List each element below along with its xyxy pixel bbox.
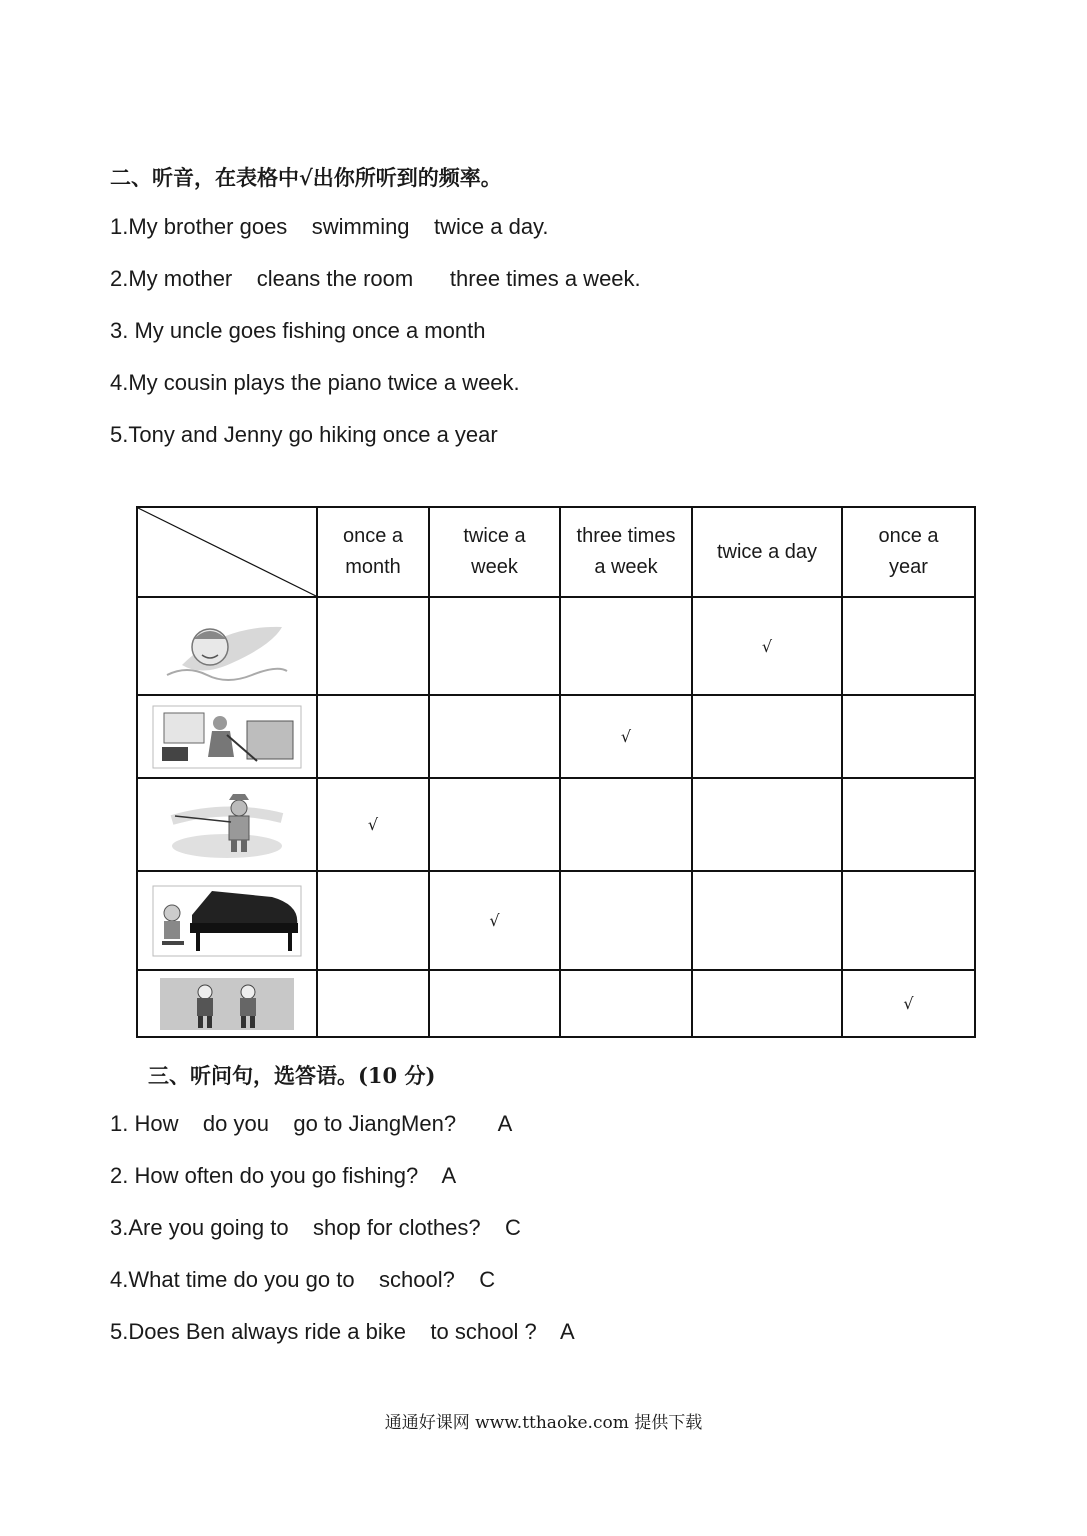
diagonal-line: [138, 508, 316, 596]
table-cell[interactable]: [429, 695, 560, 778]
question-3: 3.Are you going to shop for clothes? C: [110, 1215, 521, 1240]
table-cell[interactable]: [692, 871, 842, 970]
table-cell[interactable]: [317, 597, 429, 695]
header-once-a-month: once a month: [317, 507, 429, 597]
table-cell[interactable]: [692, 695, 842, 778]
table-cell[interactable]: √: [317, 778, 429, 871]
piano-player-icon: [137, 871, 317, 970]
sentence-5: 5.Tony and Jenny go hiking once a year: [110, 422, 498, 447]
sentence-4: 4.My cousin plays the piano twice a week.: [110, 370, 520, 395]
swimming-boy-icon: [137, 597, 317, 695]
sentence-1: 1.My brother goes swimming twice a day.: [110, 214, 549, 239]
header-twice-a-week: twice a week: [429, 507, 560, 597]
table-cell[interactable]: [560, 871, 692, 970]
hiking-kids-icon: [137, 970, 317, 1037]
table-cell[interactable]: √: [692, 597, 842, 695]
table-cell[interactable]: [317, 695, 429, 778]
table-row: [137, 871, 975, 970]
diagonal-corner-cell: [137, 507, 317, 597]
table-cell[interactable]: [560, 597, 692, 695]
question-2: 2. How often do you go fishing? A: [110, 1163, 457, 1188]
table-header-row: [137, 507, 975, 597]
table-cell[interactable]: √: [429, 871, 560, 970]
cleaning-room-icon: [137, 695, 317, 778]
table-row: [137, 695, 975, 778]
table-cell[interactable]: [317, 970, 429, 1037]
table-cell[interactable]: [560, 970, 692, 1037]
table-cell[interactable]: [692, 778, 842, 871]
table-cell[interactable]: √: [842, 970, 975, 1037]
table-cell[interactable]: [692, 970, 842, 1037]
table-cell[interactable]: [429, 970, 560, 1037]
table-row: [137, 778, 975, 871]
header-three-times-a-week: three times a week: [560, 507, 692, 597]
table-cell[interactable]: [842, 871, 975, 970]
frequency-table: [136, 506, 976, 1038]
table-row: [137, 597, 975, 695]
table-cell[interactable]: [429, 778, 560, 871]
question-1: 1. How do you go to JiangMen? A: [110, 1111, 513, 1136]
table-cell[interactable]: [842, 778, 975, 871]
table-cell[interactable]: [560, 778, 692, 871]
table-cell[interactable]: [429, 597, 560, 695]
header-once-a-year: once a year: [842, 507, 975, 597]
table-cell[interactable]: √: [560, 695, 692, 778]
fishing-man-icon: [137, 778, 317, 871]
question-4: 4.What time do you go to school? C: [110, 1267, 496, 1292]
section2-heading: 二、听音，在表格中√出你所听到的频率。: [110, 165, 502, 190]
table-row: [137, 970, 975, 1037]
sentence-3: 3. My uncle goes fishing once a month: [110, 318, 486, 343]
table-cell[interactable]: [842, 597, 975, 695]
question-5: 5.Does Ben always ride a bike to school ? A: [110, 1319, 575, 1344]
sentence-2: 2.My mother cleans the room three times a week.: [110, 266, 641, 291]
section3-heading: 三、听问句，选答语。(10 分): [148, 1063, 436, 1088]
table-cell[interactable]: [317, 871, 429, 970]
footer-text: 通通好课网 www.tthaoke.com 提供下载: [384, 1413, 703, 1433]
table-cell[interactable]: [842, 695, 975, 778]
header-twice-a-day: twice a day: [692, 507, 842, 597]
